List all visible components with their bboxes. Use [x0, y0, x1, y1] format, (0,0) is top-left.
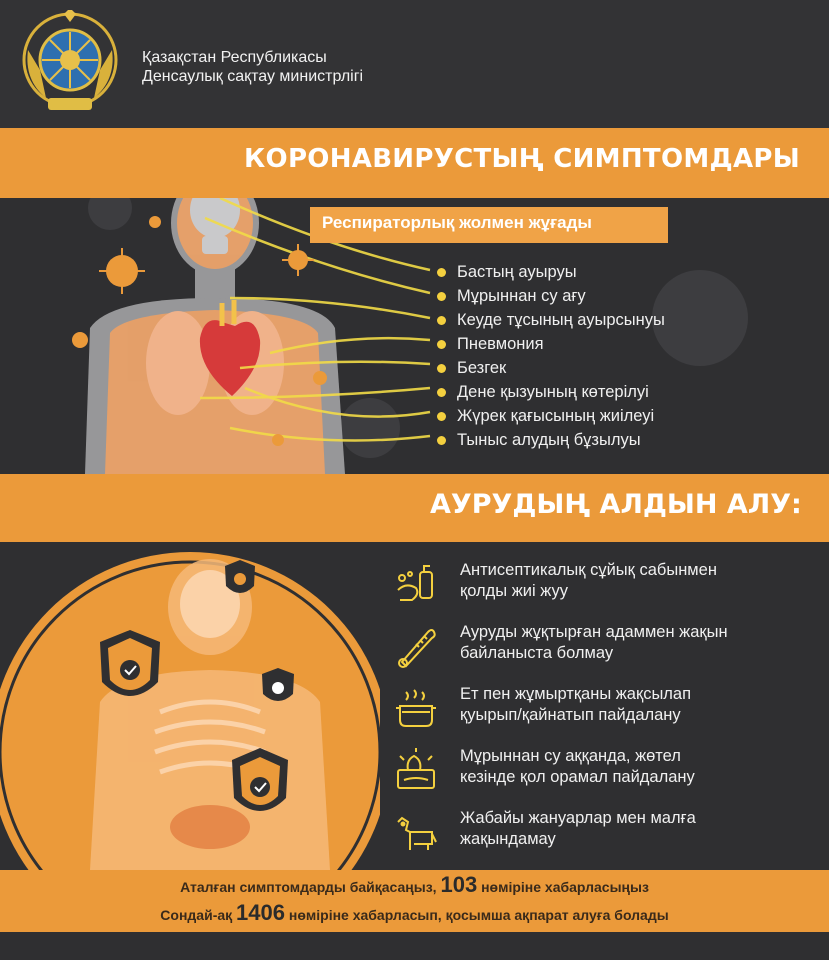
lungs-icon: [146, 311, 210, 415]
bottom-bar: [0, 932, 829, 960]
symptom-item: [437, 428, 665, 452]
symptom-label: Пневмония: [457, 334, 544, 353]
footer-line-1-end: нөміріне хабарласыңыз: [477, 879, 649, 895]
prevention-item: [392, 622, 728, 684]
ministry-line-1: Қазақстан Республикасы: [142, 49, 327, 66]
prevention-line-1: Жабайы жануарлар мен малға: [460, 809, 696, 827]
prevention-line-2: қолды жиі жуу: [460, 582, 568, 600]
prevention-text: [460, 808, 696, 850]
symptom-label: Кеуде тұсының ауырсынуы: [457, 310, 665, 329]
prevention-text: [460, 684, 691, 726]
hotline-1406: 1406: [236, 900, 285, 925]
prevention-item: [392, 746, 728, 808]
cow-icon: [392, 808, 440, 856]
prevention-line-2: жақындамау: [460, 830, 556, 848]
footer-line-2-text: Сондай-ақ: [160, 907, 237, 923]
prevention-line-1: Мұрыннан су аққанда, жөтел: [460, 747, 681, 765]
prevention-line-2: қуырып/қайнатып пайдалану: [460, 706, 681, 724]
symptom-item: [437, 284, 665, 308]
bullet-icon: [437, 364, 446, 373]
prevention-title: АУРУДЫҢ АЛДЫН АЛУ:: [430, 489, 802, 520]
prevention-list: [392, 560, 728, 870]
symptom-item: [437, 404, 665, 428]
header: [0, 0, 829, 128]
thermometer-icon: [392, 622, 440, 670]
ministry-name: [142, 48, 363, 86]
symptom-item: [437, 332, 665, 356]
symptom-label: Тыныс алудың бұзылуы: [457, 430, 641, 449]
shield-icon: [262, 668, 294, 701]
bullet-icon: [437, 268, 446, 277]
symptoms-title: КОРОНАВИРУСТЫҢ СИМПТОМДАРЫ: [244, 144, 800, 174]
prevention-illustration: [0, 542, 380, 870]
bullet-icon: [437, 436, 446, 445]
prevention-line-1: Ауруды жұқтырған адаммен жақын: [460, 623, 728, 641]
symptom-item: [437, 308, 665, 332]
footer-line-1: [0, 872, 829, 898]
symptoms-subtitle: Респираторлық жолмен жұғады: [322, 213, 592, 232]
prevention-text: [460, 746, 695, 788]
symptoms-list: [437, 260, 665, 452]
prevention-item: [392, 684, 728, 746]
footer-line-1-text: Аталған симптомдарды байқасаңыз,: [180, 879, 441, 895]
kazakhstan-emblem-icon: [20, 10, 120, 118]
symptom-item: [437, 356, 665, 380]
bullet-icon: [437, 412, 446, 421]
bullet-icon: [437, 292, 446, 301]
symptom-label: Безгек: [457, 358, 507, 377]
shield-icon: [232, 748, 288, 811]
shield-icon: [100, 630, 160, 696]
prevention-text: [460, 560, 717, 602]
bullet-icon: [437, 388, 446, 397]
cooking-pot-icon: [392, 684, 440, 732]
prevention-item: [392, 808, 728, 870]
hand-wash-icon: [392, 560, 440, 608]
footer-line-2: [0, 900, 829, 926]
prevention-line-1: Ет пен жұмыртқаны жақсылап: [460, 685, 692, 703]
symptom-label: Мұрыннан су ағу: [457, 286, 586, 305]
symptom-item: [437, 260, 665, 284]
symptom-label: Жүрек қағысының жиілеуі: [457, 406, 655, 425]
tissue-box-icon: [392, 746, 440, 794]
shield-icon: [225, 560, 255, 593]
prevention-text: [460, 622, 728, 664]
symptom-label: Бастың ауыруы: [457, 262, 577, 281]
prevention-line-1: Антисептикалық сұйық сабынмен: [460, 561, 717, 579]
prevention-item: [392, 560, 728, 622]
symptom-label: Дене қызуының көтерілуі: [457, 382, 649, 401]
prevention-line-2: байланыста болмау: [460, 644, 614, 662]
bullet-icon: [437, 316, 446, 325]
bullet-icon: [437, 340, 446, 349]
ministry-line-2: Денсаулық сақтау министрлігі: [142, 68, 364, 85]
prevention-line-2: кезінде қол орамал пайдалану: [460, 768, 695, 786]
hotline-103: 103: [440, 872, 478, 897]
footer-line-2-end: нөміріне хабарласып, қосымша ақпарат алуға болады: [285, 907, 669, 923]
symptom-item: [437, 380, 665, 404]
